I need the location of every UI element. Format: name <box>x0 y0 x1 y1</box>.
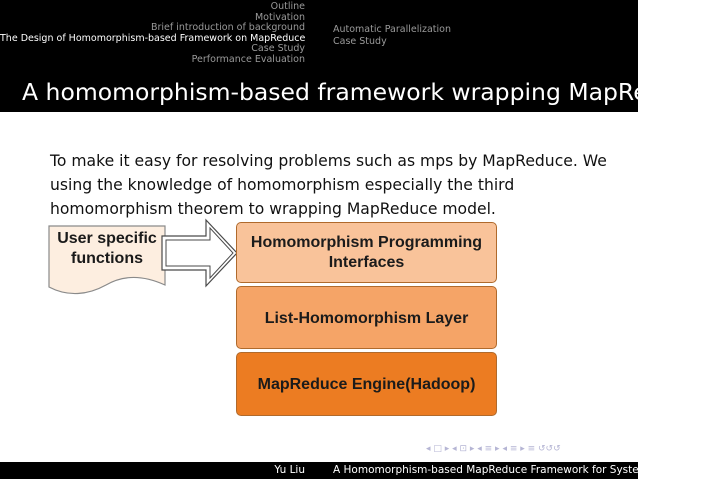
list-homomorphism-layer: List-Homomorphism Layer <box>236 286 497 349</box>
homomorphism-interfaces-layer: Homomorphism Programming Interfaces <box>236 222 497 283</box>
footer-author: Yu Liu <box>0 462 319 479</box>
subsection-navigation <box>319 0 638 72</box>
user-functions-label: User specific functions <box>57 230 157 267</box>
nav-section-background[interactable]: Brief introduction of background <box>150 22 305 34</box>
body-paragraph: To make it easy for resolving problems such as mps by MapReduce. We using the knowledge of homomorphism especially the third homomorphism theorem to wrapping MapReduce model. <box>50 152 607 218</box>
section-navigation <box>0 0 319 72</box>
nav-section-performance[interactable]: Performance Evaluation <box>191 53 305 65</box>
right-arrow-icon <box>160 218 240 288</box>
nav-subsection-case-study[interactable]: Case Study <box>333 35 387 47</box>
user-functions-box <box>48 225 168 295</box>
beamer-navigation-controls[interactable]: ◂ □ ▸ ◂ ⊡ ▸ ◂ ≡ ▸ ◂ ≡ ▸ ≡ ↺↺↺ <box>426 444 561 454</box>
mapreduce-engine-layer: MapReduce Engine(Hadoop) <box>236 352 497 416</box>
nav-section-motivation[interactable]: Motivation <box>254 11 305 23</box>
nav-section-case-study[interactable]: Case Study <box>251 43 305 55</box>
nav-section-outline[interactable]: Outline <box>270 1 305 12</box>
slide-title: A homomorphism-based framework wrapping MapReduce <box>0 72 638 112</box>
footer-short-title: A Homomorphism-based MapReduce Framework for Systematic P <box>319 462 638 479</box>
nav-section-design[interactable]: The Design of Homomorphism-based Framework on MapReduce <box>0 32 306 44</box>
nav-subsection-automatic-parallelization[interactable]: Automatic Parallelization <box>333 24 451 35</box>
